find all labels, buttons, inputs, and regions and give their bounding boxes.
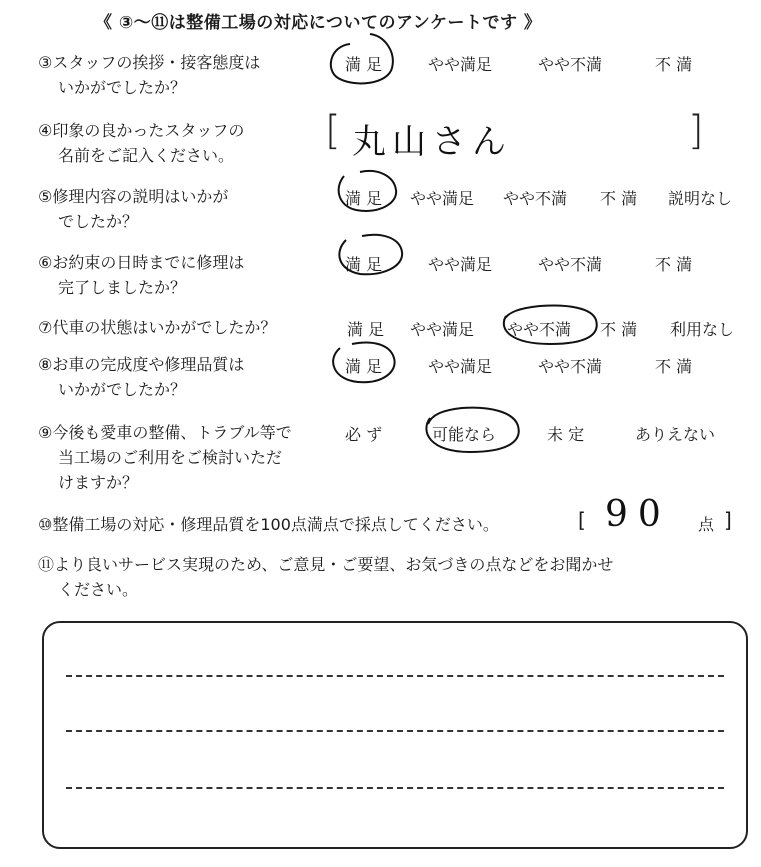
q7-option-not-used[interactable]: 利用なし (670, 320, 735, 339)
question-5-line-2: でしたか？ (58, 212, 139, 231)
q5-option-somewhat-satisfied[interactable]: やや満足 (410, 189, 475, 208)
name-bracket-left: [ (325, 108, 341, 154)
q7-option-somewhat-dissatisfied[interactable]: やや不満 (507, 320, 572, 339)
score-unit: 点 (698, 515, 715, 534)
comment-box[interactable] (42, 621, 748, 849)
comment-line-2 (66, 730, 724, 732)
q9-option-unlikely[interactable]: ありえない (635, 425, 716, 444)
question-11-line-1: ⑪より良いサービス実現のため、ご意見・ご要望、お気づきの点などをお聞かせ (38, 555, 614, 574)
q3-option-somewhat-dissatisfied[interactable]: やや不満 (538, 55, 603, 74)
q6-option-satisfied[interactable]: 満 足 (345, 255, 383, 274)
name-bracket-right: ] (688, 108, 704, 154)
score-bracket-right: ] (724, 508, 732, 532)
question-5 (38, 184, 228, 234)
question-4 (38, 118, 244, 168)
question-10 (38, 512, 499, 537)
q5-option-no-explanation[interactable]: 説明なし (668, 189, 733, 208)
q8-option-dissatisfied[interactable]: 不 満 (655, 357, 693, 376)
q9-option-if-possible[interactable]: 可能なら (432, 425, 497, 444)
question-8 (38, 352, 244, 402)
q7-option-satisfied[interactable]: 満 足 (347, 320, 385, 339)
question-7-line-1: ⑦代車の状態はいかがでしたか？ (38, 318, 277, 337)
question-9-line-2: 当工場のご利用をご検討いただ (58, 448, 283, 467)
question-3 (38, 50, 260, 100)
question-3-line-2: いかがでしたか？ (58, 78, 187, 97)
question-6-line-2: 完了しましたか？ (58, 278, 187, 297)
question-5-line-1: ⑤修理内容の説明はいかが (38, 187, 229, 206)
q9-option-definitely[interactable]: 必 ず (345, 425, 383, 444)
q7-option-dissatisfied[interactable]: 不 満 (600, 320, 638, 339)
q8-option-somewhat-dissatisfied[interactable]: やや不満 (538, 357, 603, 376)
q5-option-satisfied[interactable]: 満 足 (345, 189, 383, 208)
q3-option-dissatisfied[interactable]: 不 満 (655, 55, 693, 74)
q7-option-somewhat-satisfied[interactable]: やや満足 (410, 320, 475, 339)
question-6-line-1: ⑥お約束の日時までに修理は (38, 253, 245, 272)
question-4-line-1: ④印象の良かったスタッフの (38, 121, 245, 140)
comment-line-3 (66, 787, 724, 789)
q6-option-dissatisfied[interactable]: 不 満 (655, 255, 693, 274)
q8-option-satisfied[interactable]: 満 足 (345, 357, 383, 376)
question-11 (38, 552, 613, 602)
question-7 (38, 315, 276, 340)
question-9-line-1: ⑨今後も愛車の整備、トラブル等で (38, 423, 292, 442)
question-10-line-1: ⑩整備工場の対応・修理品質を100点満点で採点してください。 (38, 515, 499, 534)
comment-line-1 (66, 675, 724, 677)
q9-option-undecided[interactable]: 未 定 (547, 425, 585, 444)
question-9 (38, 420, 292, 495)
score-handwritten[interactable]: 90 (605, 494, 671, 535)
question-11-line-2: ください。 (58, 580, 139, 599)
q3-option-somewhat-satisfied[interactable]: やや満足 (428, 55, 493, 74)
question-9-line-3: けますか？ (58, 473, 139, 492)
question-8-line-2: いかがでしたか？ (58, 380, 187, 399)
q8-option-somewhat-satisfied[interactable]: やや満足 (428, 357, 493, 376)
q3-option-satisfied[interactable]: 満 足 (345, 55, 383, 74)
staff-name-handwritten[interactable]: 丸山さん (352, 122, 512, 162)
q5-option-somewhat-dissatisfied[interactable]: やや不満 (503, 189, 568, 208)
q5-option-dissatisfied[interactable]: 不 満 (600, 189, 638, 208)
question-8-line-1: ⑧お車の完成度や修理品質は (38, 355, 245, 374)
score-bracket-left: [ (578, 508, 586, 532)
q6-option-somewhat-dissatisfied[interactable]: やや不満 (538, 255, 603, 274)
question-4-line-2: 名前をご記入ください。 (58, 146, 235, 165)
question-3-line-1: ③スタッフの挨拶・接客態度は (38, 53, 261, 72)
survey-title: 《 ③～⑪は整備工場の対応についてのアンケートです 》 (95, 13, 542, 33)
question-6 (38, 250, 244, 300)
q6-option-somewhat-satisfied[interactable]: やや満足 (428, 255, 493, 274)
